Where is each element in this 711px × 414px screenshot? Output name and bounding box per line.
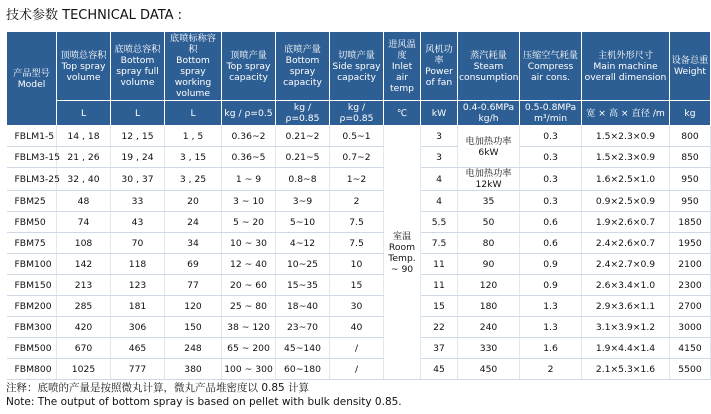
column-header-inlet-temp <box>384 32 421 101</box>
cell-air: 0.9 <box>520 275 582 296</box>
cell-fan: 45 <box>421 359 458 380</box>
table-row <box>7 359 711 380</box>
cell-air: 2 <box>520 359 582 380</box>
cell-top-cap: 10 ~ 30 <box>222 233 276 254</box>
cell-bottom-work: 34 <box>165 233 222 254</box>
cell-bottom-cap: 18~40 <box>276 296 330 317</box>
cell-bottom-cap: 45~140 <box>276 338 330 359</box>
cell-air: 1.6 <box>520 338 582 359</box>
cell-side-cap: 10 <box>330 254 384 275</box>
cell-weight: 2700 <box>670 296 711 317</box>
cell-model: FBLM3-15 <box>7 147 57 168</box>
cell-bottom-full: 43 <box>111 212 165 233</box>
cell-fan: 11 <box>421 275 458 296</box>
cell-top-vol: 670 <box>57 338 111 359</box>
cell-air: 0.3 <box>520 168 582 191</box>
cell-bottom-work: 3 , 15 <box>165 147 222 168</box>
steam-heating-cell: 电加热功率 6kW <box>458 126 520 168</box>
cell-bottom-full: 19 , 24 <box>111 147 165 168</box>
column-header-air <box>520 32 582 101</box>
header-en: Bottom spray capacity <box>283 55 322 88</box>
column-header-top-volume <box>57 32 111 101</box>
cell-air: 0.3 <box>520 191 582 212</box>
cell-dim: 2.9×3.6×1.1 <box>582 296 670 317</box>
cell-model: FBM800 <box>7 359 57 380</box>
cell-air: 0.9 <box>520 254 582 275</box>
cell-top-cap: 38 ~ 120 <box>222 317 276 338</box>
cell-steam: 90 <box>458 254 520 275</box>
cell-weight: 2300 <box>670 275 711 296</box>
cell-top-cap: 0.36~5 <box>222 147 276 168</box>
cell-bottom-work: 20 <box>165 191 222 212</box>
cell-air: 1.3 <box>520 317 582 338</box>
cell-fan: 4 <box>421 191 458 212</box>
header-zh: 底喷标称容积 <box>170 33 216 55</box>
cell-bottom-full: 12 , 15 <box>111 126 165 147</box>
header-en: Inlet air temp <box>389 60 415 94</box>
cell-dim: 1.6×2.5×1.0 <box>582 168 670 191</box>
cell-top-vol: 142 <box>57 254 111 275</box>
cell-fan: 22 <box>421 317 458 338</box>
cell-steam: 120 <box>458 275 520 296</box>
cell-top-cap: 65 ~ 200 <box>222 338 276 359</box>
technical-data-table <box>6 31 711 380</box>
cell-side-cap: 2 <box>330 191 384 212</box>
cell-steam: 50 <box>458 212 520 233</box>
header-zh: 顶喷总容积 <box>60 49 107 61</box>
cell-bottom-work: 69 <box>165 254 222 275</box>
cell-air: 0.3 <box>520 147 582 168</box>
cell-bottom-cap: 3~9 <box>276 191 330 212</box>
unit-cell: 宽 × 高 × 直径 /m <box>582 101 670 126</box>
cell-dim: 1.5×2.3×0.9 <box>582 147 670 168</box>
cell-bottom-full: 30 , 37 <box>111 168 165 191</box>
cell-air: 0.6 <box>520 212 582 233</box>
column-header-steam <box>458 32 520 101</box>
cell-side-cap: 7.5 <box>330 212 384 233</box>
cell-bottom-cap: 4~12 <box>276 233 330 254</box>
cell-weight: 950 <box>670 168 711 191</box>
cell-side-cap: 0.5~1 <box>330 126 384 147</box>
column-header-top-capacity <box>222 32 276 101</box>
cell-bottom-cap: 0.8~8 <box>276 168 330 191</box>
cell-side-cap: / <box>330 338 384 359</box>
cell-bottom-work: 150 <box>165 317 222 338</box>
cell-dim: 1.9×4.4×1.4 <box>582 338 670 359</box>
cell-steam: 180 <box>458 296 520 317</box>
cell-fan: 4 <box>421 168 458 191</box>
column-header-weight <box>670 32 711 101</box>
note-zh: 注释：底喷的产量是按照微丸计算，微丸产品堆密度以 0.85 计算 <box>6 382 310 394</box>
cell-model: FBM150 <box>7 275 57 296</box>
cell-side-cap: 30 <box>330 296 384 317</box>
header-zh: 切喷产量 <box>338 49 375 61</box>
header-en: Top spray capacity <box>226 60 271 83</box>
cell-top-cap: 25 ~ 80 <box>222 296 276 317</box>
cell-top-vol: 48 <box>57 191 111 212</box>
cell-dim: 1.9×2.6×0.7 <box>582 212 670 233</box>
cell-bottom-work: 380 <box>165 359 222 380</box>
cell-bottom-full: 118 <box>111 254 165 275</box>
cell-bottom-work: 120 <box>165 296 222 317</box>
note-en: Note: The output of bottom spray is based on pellet with bulk density 0.85. <box>6 396 402 408</box>
cell-weight: 1850 <box>670 212 711 233</box>
cell-steam: 35 <box>458 191 520 212</box>
cell-bottom-cap: 23~70 <box>276 317 330 338</box>
cell-top-vol: 74 <box>57 212 111 233</box>
cell-bottom-work: 77 <box>165 275 222 296</box>
cell-bottom-full: 465 <box>111 338 165 359</box>
cell-weight: 1950 <box>670 233 711 254</box>
cell-bottom-full: 70 <box>111 233 165 254</box>
cell-dim: 3.1×3.9×1.2 <box>582 317 670 338</box>
cell-steam: 330 <box>458 338 520 359</box>
page-title: 技术参数 TECHNICAL DATA : <box>6 8 183 23</box>
cell-air: 0.3 <box>520 126 582 147</box>
header-zh: 产品型号 <box>13 67 50 79</box>
cell-dim: 2.4×2.6×0.7 <box>582 233 670 254</box>
header-en: Model <box>17 78 46 90</box>
cell-dim: 1.5×2.3×0.9 <box>582 126 670 147</box>
header-en: Steam consumption <box>459 60 519 83</box>
table-row <box>7 317 711 338</box>
header-row <box>7 32 711 101</box>
column-header-dimension <box>582 32 670 101</box>
cell-top-vol: 285 <box>57 296 111 317</box>
cell-bottom-cap: 5~10 <box>276 212 330 233</box>
cell-model: FBM50 <box>7 212 57 233</box>
cell-bottom-cap: 15~35 <box>276 275 330 296</box>
header-zh: 主机外形尺寸 <box>597 49 654 61</box>
cell-dim: 2.4×2.7×0.9 <box>582 254 670 275</box>
unit-cell: kg / ρ=0.5 <box>222 101 276 126</box>
header-zh: 压缩空气耗量 <box>522 49 579 61</box>
cell-weight: 4150 <box>670 338 711 359</box>
table-row <box>7 296 711 317</box>
table-row <box>7 254 711 275</box>
cell-weight: 2100 <box>670 254 711 275</box>
cell-top-vol: 108 <box>57 233 111 254</box>
cell-bottom-full: 123 <box>111 275 165 296</box>
cell-model: FBM75 <box>7 233 57 254</box>
header-zh: 顶喷产量 <box>230 49 267 61</box>
cell-bottom-full: 777 <box>111 359 165 380</box>
unit-cell: L <box>165 101 222 126</box>
header-en: Compress air cons. <box>527 60 574 83</box>
cell-dim: 0.9×2.5×0.9 <box>582 191 670 212</box>
cell-weight: 950 <box>670 191 711 212</box>
units-row <box>7 101 711 126</box>
cell-top-cap: 5 ~ 20 <box>222 212 276 233</box>
header-en: Main machine overall dimension <box>584 60 667 83</box>
cell-dim: 2.6×3.4×1.0 <box>582 275 670 296</box>
cell-bottom-full: 306 <box>111 317 165 338</box>
table-row <box>7 275 711 296</box>
cell-top-cap: 1 ~ 9 <box>222 168 276 191</box>
column-header-side-capacity <box>330 32 384 101</box>
header-zh: 风机功率 <box>425 44 453 66</box>
column-header-bottom-working-volume <box>165 32 222 101</box>
cell-fan: 3 <box>421 126 458 147</box>
cell-top-cap: 20 ~ 60 <box>222 275 276 296</box>
cell-top-vol: 32 , 40 <box>57 168 111 191</box>
cell-side-cap: 7.5 <box>330 233 384 254</box>
cell-bottom-work: 24 <box>165 212 222 233</box>
header-zh: 设备总重 <box>671 55 709 66</box>
table-row <box>7 338 711 359</box>
header-en: Bottom spray working volume <box>174 55 212 99</box>
cell-fan: 37 <box>421 338 458 359</box>
cell-steam: 240 <box>458 317 520 338</box>
cell-side-cap: 0.7~2 <box>330 147 384 168</box>
cell-model: FBM500 <box>7 338 57 359</box>
cell-side-cap: 1~2 <box>330 168 384 191</box>
cell-top-vol: 21 , 26 <box>57 147 111 168</box>
header-en: Weight <box>673 66 706 77</box>
cell-model: FBM200 <box>7 296 57 317</box>
cell-top-cap: 3 ~ 10 <box>222 191 276 212</box>
cell-top-cap: 0.36~2 <box>222 126 276 147</box>
cell-side-cap: 15 <box>330 275 384 296</box>
cell-model: FBLM3-25 <box>7 168 57 191</box>
unit-cell: L <box>111 101 165 126</box>
unit-cell: kg / ρ=0.85 <box>276 101 330 126</box>
cell-weight: 850 <box>670 147 711 168</box>
cell-bottom-work: 1 , 5 <box>165 126 222 147</box>
table-row <box>7 212 711 233</box>
header-zh: 底喷产量 <box>284 44 321 55</box>
header-zh: 底喷总容积 <box>114 44 161 55</box>
cell-model: FBM25 <box>7 191 57 212</box>
cell-weight: 5500 <box>670 359 711 380</box>
cell-top-vol: 420 <box>57 317 111 338</box>
cell-top-cap: 12 ~ 40 <box>222 254 276 275</box>
cell-fan: 15 <box>421 296 458 317</box>
column-header-model <box>7 32 57 126</box>
cell-side-cap: / <box>330 359 384 380</box>
table-row <box>7 126 711 147</box>
cell-bottom-work: 3 , 25 <box>165 168 222 191</box>
cell-model: FBM100 <box>7 254 57 275</box>
cell-bottom-work: 248 <box>165 338 222 359</box>
header-en: Power of fan <box>425 66 453 88</box>
cell-fan: 3 <box>421 147 458 168</box>
unit-cell: kg <box>670 101 711 126</box>
cell-top-vol: 1025 <box>57 359 111 380</box>
cell-weight: 800 <box>670 126 711 147</box>
unit-cell: ℃ <box>384 101 421 126</box>
cell-top-cap: 100 ~ 300 <box>222 359 276 380</box>
cell-dim: 2.1×5.3×1.6 <box>582 359 670 380</box>
cell-bottom-cap: 0.21~2 <box>276 126 330 147</box>
header-zh: 蒸汽耗量 <box>470 49 507 61</box>
cell-weight: 3000 <box>670 317 711 338</box>
unit-cell: 0.4-0.6MPa kg/h <box>458 101 520 126</box>
unit-cell: kW <box>421 101 458 126</box>
inlet-temp-cell: 室温 Room Temp. ~ 90 <box>384 126 421 380</box>
cell-fan: 7.5 <box>421 233 458 254</box>
header-en: Bottom spray full volume <box>116 55 159 88</box>
unit-cell: kg / ρ=0.85 <box>330 101 384 126</box>
cell-model: FBM300 <box>7 317 57 338</box>
table-row <box>7 233 711 254</box>
cell-model: FBLM1-5 <box>7 126 57 147</box>
table-row <box>7 191 711 212</box>
cell-side-cap: 40 <box>330 317 384 338</box>
table-row <box>7 147 711 168</box>
cell-bottom-full: 181 <box>111 296 165 317</box>
column-header-bottom-capacity <box>276 32 330 101</box>
unit-cell: L <box>57 101 111 126</box>
cell-bottom-full: 33 <box>111 191 165 212</box>
cell-steam: 80 <box>458 233 520 254</box>
cell-bottom-cap: 0.21~5 <box>276 147 330 168</box>
cell-steam: 450 <box>458 359 520 380</box>
cell-air: 1.3 <box>520 296 582 317</box>
cell-bottom-cap: 60~180 <box>276 359 330 380</box>
header-zh: 进风温度 <box>388 38 416 61</box>
header-en: Side spray capacity <box>332 60 381 83</box>
steam-heating-cell: 电加热功率 12kW <box>458 168 520 191</box>
cell-fan: 5.5 <box>421 212 458 233</box>
cell-top-vol: 213 <box>57 275 111 296</box>
table-row <box>7 168 711 191</box>
cell-bottom-cap: 10~25 <box>276 254 330 275</box>
header-en: Top spray volume <box>61 60 106 83</box>
column-header-bottom-full-volume <box>111 32 165 101</box>
column-header-fan-power <box>421 32 458 101</box>
cell-air: 0.6 <box>520 233 582 254</box>
unit-cell: 0.5-0.8MPa m³/min <box>520 101 582 126</box>
cell-fan: 11 <box>421 254 458 275</box>
cell-top-vol: 14 , 18 <box>57 126 111 147</box>
